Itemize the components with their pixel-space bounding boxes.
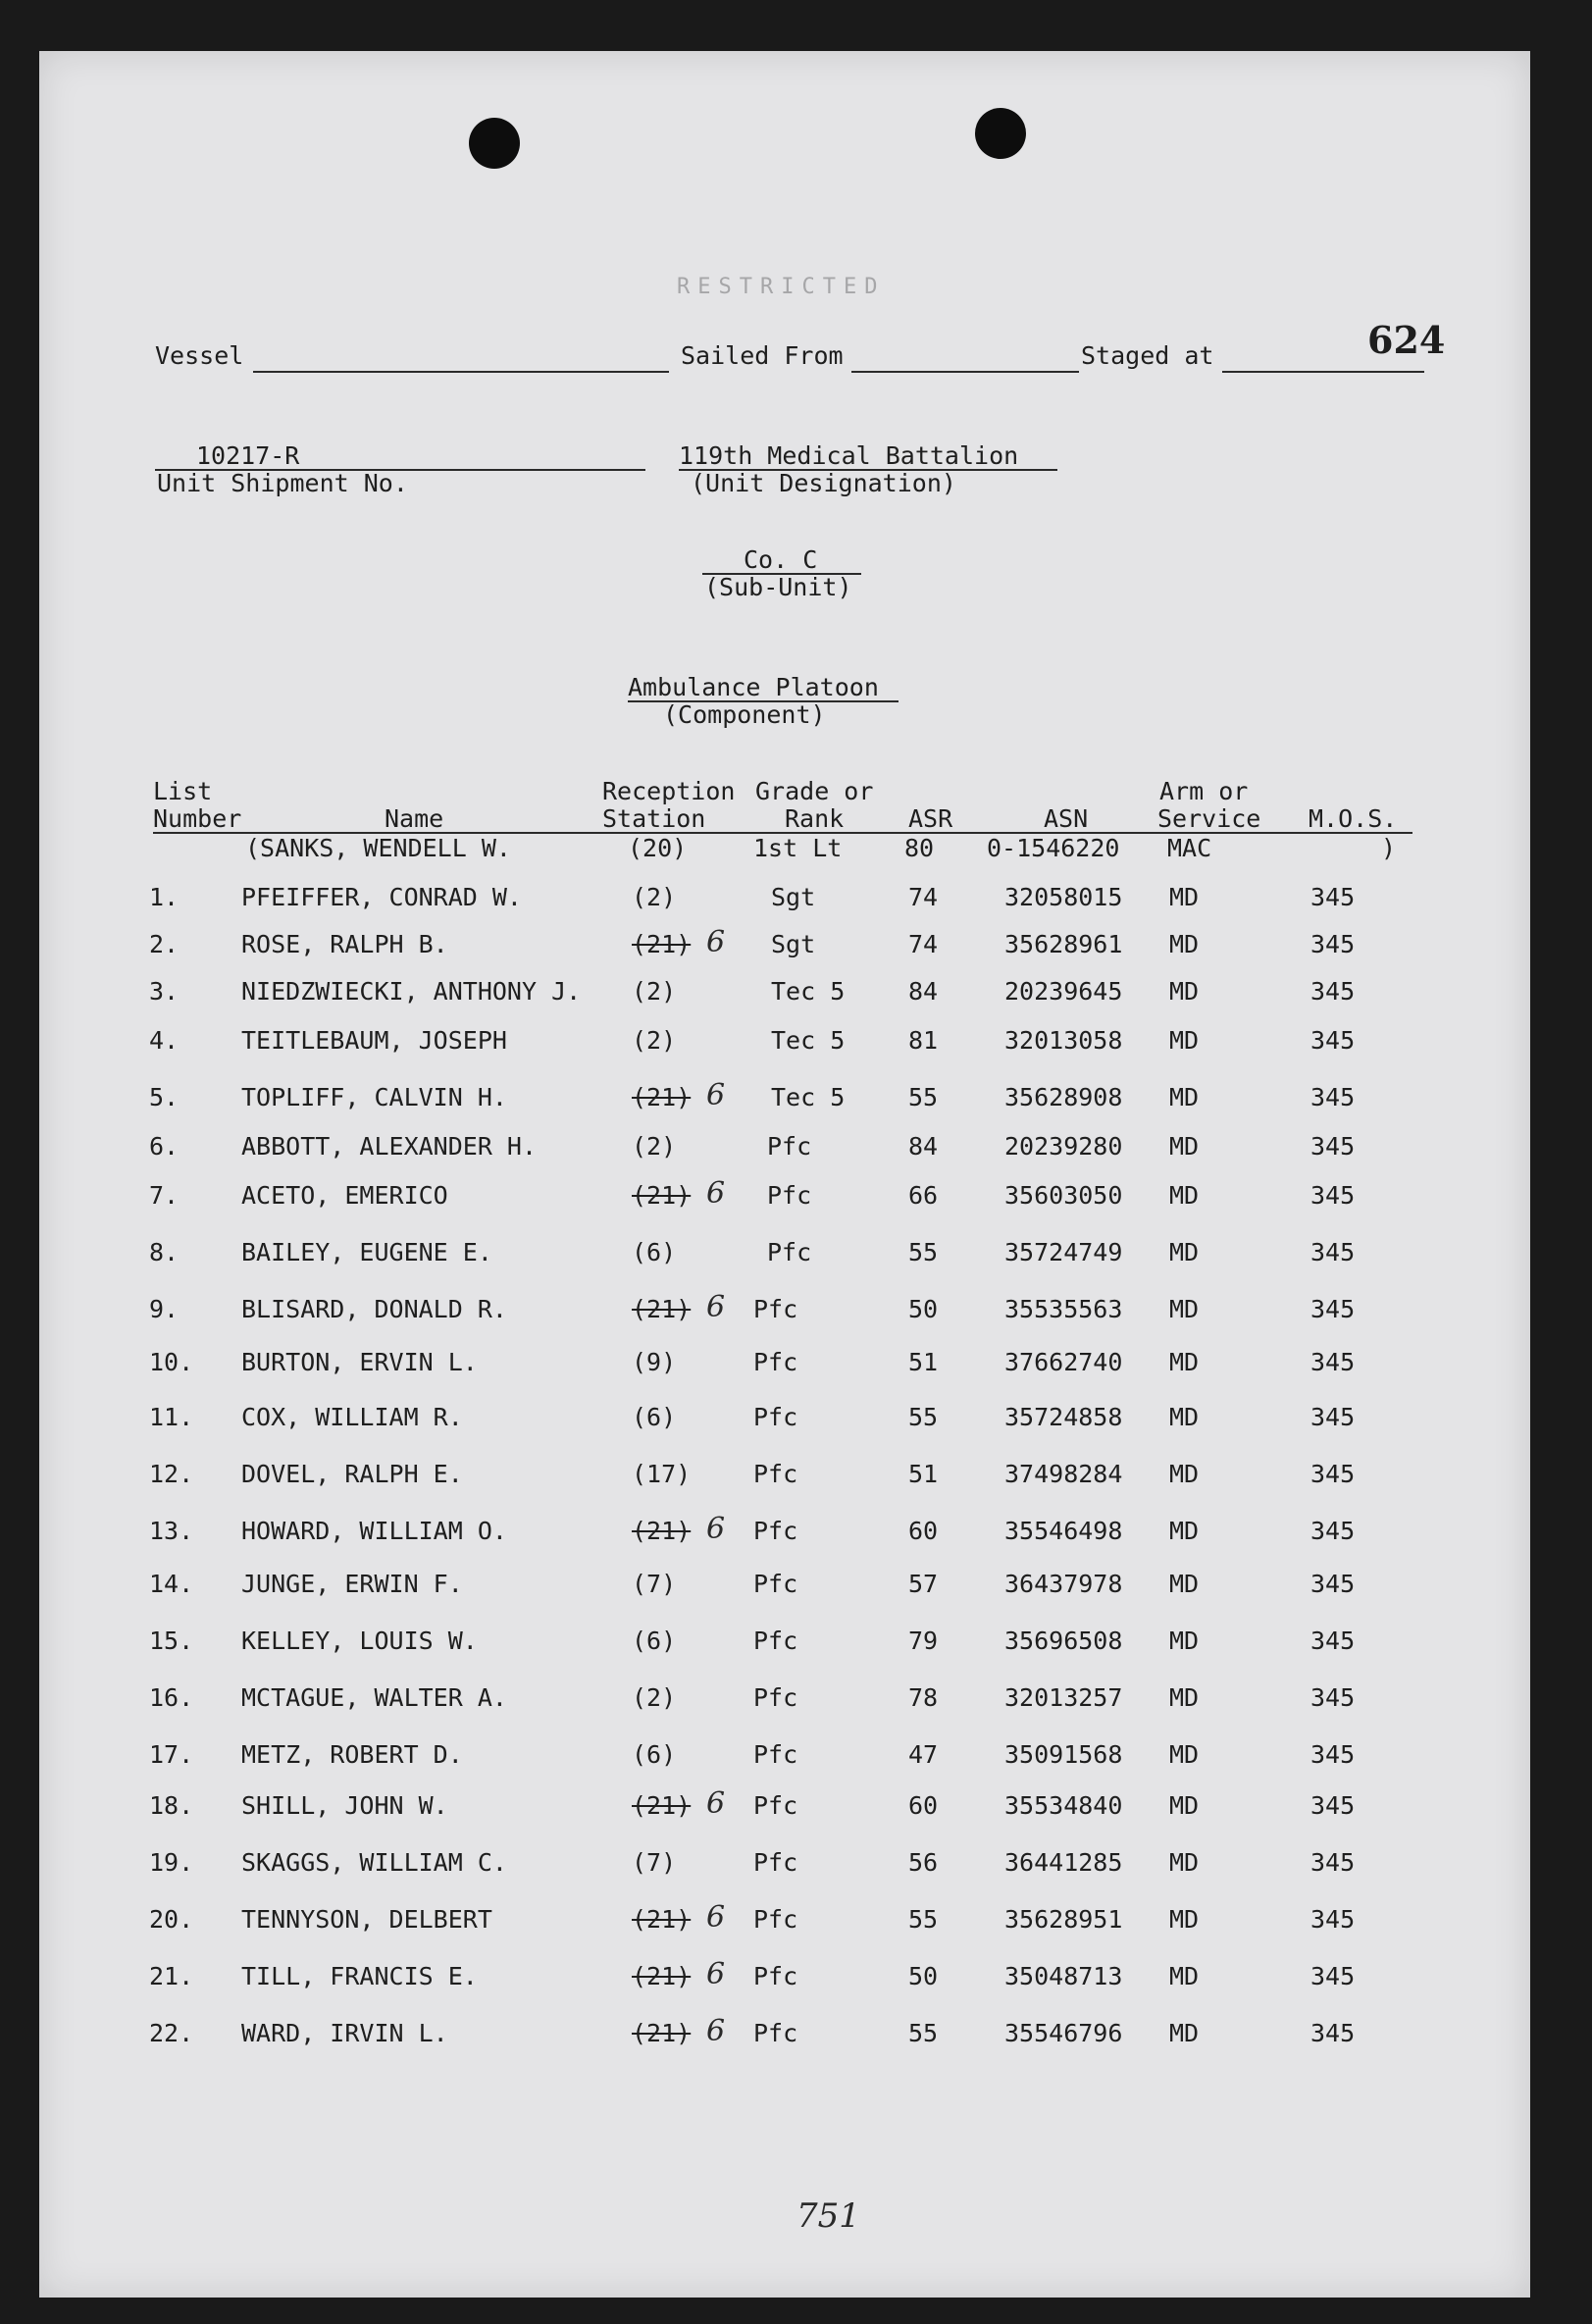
row-number: 14. [149, 1570, 194, 1598]
row-station: (7) [632, 1570, 677, 1598]
row-station: (2) [632, 977, 677, 1006]
col-arm: Arm or [1159, 777, 1249, 805]
row-rank: Tec 5 [771, 1083, 846, 1111]
row-rank: Pfc [767, 1132, 812, 1161]
row-mos: 345 [1310, 1627, 1356, 1655]
table-row [39, 1134, 1530, 1163]
row-number: 2. [149, 930, 180, 958]
row-number: 1. [149, 883, 180, 911]
row-number: 21. [149, 1962, 194, 1990]
row-rank: Pfc [753, 1348, 798, 1376]
table-row [39, 1786, 1530, 1823]
row-name: TEITLEBAUM, JOSEPH [241, 1026, 507, 1055]
row-asr: 84 [908, 977, 939, 1006]
row-number: 13. [149, 1517, 194, 1545]
vessel-label: Vessel [155, 341, 244, 370]
row-name: BLISARD, DONALD R. [241, 1295, 507, 1323]
row-rank: Pfc [753, 1683, 798, 1712]
row-asr: 55 [908, 2019, 939, 2047]
row-name: KELLEY, LOUIS W. [241, 1627, 478, 1655]
row-asr: 50 [908, 1295, 939, 1323]
row-mos: 345 [1310, 1848, 1356, 1877]
row-asr: 81 [908, 1026, 939, 1055]
unit-shipment-label: Unit Shipment No. [157, 469, 408, 497]
row-mos: 345 [1310, 1683, 1356, 1712]
row-station: (6) [632, 1740, 677, 1769]
row-arm: MD [1169, 1517, 1200, 1545]
row-rank: Pfc [753, 1848, 798, 1877]
table-row [39, 1290, 1530, 1326]
row-station: (9) [632, 1348, 677, 1376]
row-mos: 345 [1310, 1083, 1356, 1111]
table-row [39, 1350, 1530, 1379]
row-rank: Pfc [767, 1181, 812, 1210]
row-arm: MD [1169, 1627, 1200, 1655]
row-asr: 66 [908, 1181, 939, 1210]
row-asr: 60 [908, 1517, 939, 1545]
officer-name: (SANKS, WENDELL W. [245, 834, 511, 862]
row-arm: MD [1169, 977, 1200, 1006]
row-arm: MD [1169, 1570, 1200, 1598]
row-mos: 345 [1310, 1026, 1356, 1055]
row-station: (17) [632, 1460, 692, 1488]
document-page [39, 51, 1530, 2298]
row-asn: 37662740 [1004, 1348, 1123, 1376]
row-asn: 35724749 [1004, 1238, 1123, 1266]
table-row [39, 1628, 1530, 1658]
vessel-field-line [253, 371, 669, 373]
row-asr: 57 [908, 1570, 939, 1598]
unit-designation-label: (Unit Designation) [691, 469, 956, 497]
punch-hole [975, 108, 1026, 159]
row-mos: 345 [1310, 1962, 1356, 1990]
row-name: TENNYSON, DELBERT [241, 1905, 492, 1934]
row-mos: 345 [1310, 1403, 1356, 1431]
row-asn: 37498284 [1004, 1460, 1123, 1488]
row-name: BAILEY, EUGENE E. [241, 1238, 492, 1266]
row-arm: MD [1169, 1132, 1200, 1161]
row-number: 6. [149, 1132, 180, 1161]
table-row [39, 925, 1530, 961]
component-label: (Component) [663, 700, 826, 729]
row-rank: Pfc [753, 1295, 798, 1323]
table-row [39, 1850, 1530, 1880]
row-rank: Pfc [753, 1962, 798, 1990]
row-station-correction: 6 [706, 1957, 726, 1991]
row-rank: Pfc [753, 1460, 798, 1488]
table-row [39, 1176, 1530, 1213]
row-mos: 345 [1310, 1460, 1356, 1488]
row-number: 17. [149, 1740, 194, 1769]
table-row [39, 979, 1530, 1008]
row-name: WARD, IRVIN L. [241, 2019, 448, 2047]
row-name: SKAGGS, WILLIAM C. [241, 1848, 507, 1877]
row-rank: Pfc [767, 1238, 812, 1266]
row-arm: MD [1169, 1026, 1200, 1055]
row-number: 11. [149, 1403, 194, 1431]
row-asr: 56 [908, 1848, 939, 1877]
row-number: 3. [149, 977, 180, 1006]
row-number: 19. [149, 1848, 194, 1877]
row-mos: 345 [1310, 1132, 1356, 1161]
row-arm: MD [1169, 930, 1200, 958]
row-asr: 79 [908, 1627, 939, 1655]
row-arm: MD [1169, 1083, 1200, 1111]
row-asn: 35534840 [1004, 1791, 1123, 1820]
row-arm: MD [1169, 1740, 1200, 1769]
row-asn: 35048713 [1004, 1962, 1123, 1990]
row-number: 18. [149, 1791, 194, 1820]
row-rank: Sgt [771, 930, 816, 958]
row-mos: 345 [1310, 883, 1356, 911]
row-asr: 51 [908, 1348, 939, 1376]
row-asn: 35696508 [1004, 1627, 1123, 1655]
sailed-from-field-line [851, 371, 1079, 373]
row-station-correction: 6 [706, 1176, 726, 1211]
row-asn: 36437978 [1004, 1570, 1123, 1598]
row-asr: 51 [908, 1460, 939, 1488]
row-asn: 35535563 [1004, 1295, 1123, 1323]
row-asn: 32013058 [1004, 1026, 1123, 1055]
table-row [39, 1028, 1530, 1058]
col-name: Name [385, 804, 444, 833]
row-name: JUNGE, ERWIN F. [241, 1570, 463, 1598]
table-row [39, 1078, 1530, 1114]
component: Ambulance Platoon [628, 673, 879, 701]
row-station: (21) [632, 1517, 692, 1545]
row-station: (21) [632, 930, 692, 958]
officer-asn: 0-1546220 [987, 834, 1120, 862]
table-row [39, 1462, 1530, 1491]
row-mos: 345 [1310, 977, 1356, 1006]
table-row [39, 1240, 1530, 1269]
table-row [39, 1512, 1530, 1548]
row-rank: Pfc [753, 2019, 798, 2047]
row-number: 15. [149, 1627, 194, 1655]
row-asn: 35628961 [1004, 930, 1123, 958]
row-rank: Pfc [753, 1905, 798, 1934]
row-rank: Sgt [771, 883, 816, 911]
row-arm: MD [1169, 883, 1200, 911]
row-name: ROSE, RALPH B. [241, 930, 448, 958]
row-mos: 345 [1310, 1238, 1356, 1266]
row-station: (21) [632, 1905, 692, 1934]
row-asn: 20239645 [1004, 977, 1123, 1006]
row-name: PFEIFFER, CONRAD W. [241, 883, 522, 911]
row-asn: 35628951 [1004, 1905, 1123, 1934]
row-station: (21) [632, 1791, 692, 1820]
officer-station: (20) [628, 834, 688, 862]
row-rank: Tec 5 [771, 1026, 846, 1055]
row-asr: 50 [908, 1962, 939, 1990]
row-arm: MD [1169, 2019, 1200, 2047]
row-number: 7. [149, 1181, 180, 1210]
row-rank: Tec 5 [771, 977, 846, 1006]
row-station: (6) [632, 1627, 677, 1655]
row-asr: 55 [908, 1403, 939, 1431]
row-name: TOPLIFF, CALVIN H. [241, 1083, 507, 1111]
row-mos: 345 [1310, 1791, 1356, 1820]
row-arm: MD [1169, 1962, 1200, 1990]
row-mos: 345 [1310, 1740, 1356, 1769]
row-name: HOWARD, WILLIAM O. [241, 1517, 507, 1545]
row-asn: 35546498 [1004, 1517, 1123, 1545]
row-mos: 345 [1310, 1905, 1356, 1934]
col-list: List [153, 777, 213, 805]
row-asn: 35724858 [1004, 1403, 1123, 1431]
row-station-correction: 6 [706, 925, 726, 959]
row-mos: 345 [1310, 1570, 1356, 1598]
row-asn: 35628908 [1004, 1083, 1123, 1111]
table-row [39, 2014, 1530, 2050]
row-name: TILL, FRANCIS E. [241, 1962, 478, 1990]
row-asn: 35603050 [1004, 1181, 1123, 1210]
row-station: (6) [632, 1403, 677, 1431]
row-station-correction: 6 [706, 1900, 726, 1935]
row-name: DOVEL, RALPH E. [241, 1460, 463, 1488]
row-station: (2) [632, 1026, 677, 1055]
row-asr: 55 [908, 1238, 939, 1266]
row-asr: 84 [908, 1132, 939, 1161]
row-station: (21) [632, 1962, 692, 1990]
unit-designation: 119th Medical Battalion [679, 441, 1019, 470]
row-mos: 345 [1310, 1517, 1356, 1545]
row-station-correction: 6 [706, 1078, 726, 1112]
row-arm: MD [1169, 1848, 1200, 1877]
row-asr: 55 [908, 1083, 939, 1111]
row-station: (21) [632, 1181, 692, 1210]
officer-asr: 80 [904, 834, 935, 862]
table-row [39, 1405, 1530, 1434]
row-station-correction: 6 [706, 2014, 726, 2048]
row-arm: MD [1169, 1905, 1200, 1934]
row-name: MCTAGUE, WALTER A. [241, 1683, 507, 1712]
row-number: 10. [149, 1348, 194, 1376]
row-mos: 345 [1310, 1181, 1356, 1210]
sailed-from-label: Sailed From [681, 341, 844, 370]
row-number: 5. [149, 1083, 180, 1111]
table-row [39, 1685, 1530, 1715]
row-station: (6) [632, 1238, 677, 1266]
row-station: (21) [632, 1083, 692, 1111]
row-asr: 55 [908, 1905, 939, 1934]
row-mos: 345 [1310, 2019, 1356, 2047]
row-rank: Pfc [753, 1627, 798, 1655]
col-mos: M.O.S. [1309, 804, 1398, 833]
row-name: BURTON, ERVIN L. [241, 1348, 478, 1376]
row-asn: 36441285 [1004, 1848, 1123, 1877]
row-number: 20. [149, 1905, 194, 1934]
row-arm: MD [1169, 1181, 1200, 1210]
row-arm: MD [1169, 1460, 1200, 1488]
row-station-correction: 6 [706, 1290, 726, 1324]
row-asr: 60 [908, 1791, 939, 1820]
table-row [39, 885, 1530, 914]
staged-at-label: Staged at [1081, 341, 1214, 370]
row-rank: Pfc [753, 1403, 798, 1431]
row-asn: 32013257 [1004, 1683, 1123, 1712]
row-arm: MD [1169, 1403, 1200, 1431]
row-number: 12. [149, 1460, 194, 1488]
row-name: COX, WILLIAM R. [241, 1403, 463, 1431]
row-asn: 35546796 [1004, 2019, 1123, 2047]
staged-at-field-line [1222, 371, 1424, 373]
row-station: (21) [632, 1295, 692, 1323]
row-rank: Pfc [753, 1740, 798, 1769]
row-station: (2) [632, 883, 677, 911]
row-mos: 345 [1310, 930, 1356, 958]
row-mos: 345 [1310, 1295, 1356, 1323]
table-row [39, 1742, 1530, 1772]
row-asn: 32058015 [1004, 883, 1123, 911]
row-asr: 78 [908, 1683, 939, 1712]
officer-mos: ) [1381, 834, 1397, 862]
row-name: NIEDZWIECKI, ANTHONY J. [241, 977, 582, 1006]
punch-hole [469, 118, 520, 169]
row-asr: 47 [908, 1740, 939, 1769]
row-asn: 35091568 [1004, 1740, 1123, 1769]
sub-unit: Co. C [744, 545, 818, 574]
row-station: (21) [632, 2019, 692, 2047]
row-arm: MD [1169, 1295, 1200, 1323]
row-number: 16. [149, 1683, 194, 1712]
col-station: Station [602, 804, 706, 833]
col-rank: Rank [785, 804, 845, 833]
row-name: METZ, ROBERT D. [241, 1740, 463, 1769]
row-rank: Pfc [753, 1570, 798, 1598]
row-asn: 20239280 [1004, 1132, 1123, 1161]
col-number: Number [153, 804, 242, 833]
row-station-correction: 6 [706, 1512, 726, 1546]
row-arm: MD [1169, 1683, 1200, 1712]
row-arm: MD [1169, 1791, 1200, 1820]
officer-rank: 1st Lt [753, 834, 843, 862]
table-row [39, 1572, 1530, 1601]
row-name: SHILL, JOHN W. [241, 1791, 448, 1820]
row-number: 22. [149, 2019, 194, 2047]
col-grade: Grade or [755, 777, 874, 805]
row-rank: Pfc [753, 1517, 798, 1545]
row-station: (7) [632, 1848, 677, 1877]
col-asr: ASR [908, 804, 953, 833]
row-station: (2) [632, 1132, 677, 1161]
row-arm: MD [1169, 1348, 1200, 1376]
row-number: 9. [149, 1295, 180, 1323]
row-number: 4. [149, 1026, 180, 1055]
row-station-correction: 6 [706, 1786, 726, 1821]
col-asn: ASN [1044, 804, 1089, 833]
sub-unit-label: (Sub-Unit) [704, 573, 852, 601]
row-station: (2) [632, 1683, 677, 1712]
row-asr: 74 [908, 883, 939, 911]
unit-shipment-no: 10217-R [196, 441, 300, 470]
table-row [39, 1957, 1530, 1993]
row-rank: Pfc [753, 1791, 798, 1820]
row-asr: 74 [908, 930, 939, 958]
col-reception: Reception [602, 777, 736, 805]
row-name: ABBOTT, ALEXANDER H. [241, 1132, 538, 1161]
officer-arm: MAC [1167, 834, 1212, 862]
page-number: 624 [1367, 318, 1446, 362]
row-name: ACETO, EMERICO [241, 1181, 448, 1210]
row-arm: MD [1169, 1238, 1200, 1266]
handwritten-page-number: 751 [796, 2196, 860, 2236]
row-number: 8. [149, 1238, 180, 1266]
faint-stamp: RESTRICTED [677, 275, 886, 299]
col-service: Service [1157, 804, 1261, 833]
row-mos: 345 [1310, 1348, 1356, 1376]
table-row [39, 1900, 1530, 1937]
